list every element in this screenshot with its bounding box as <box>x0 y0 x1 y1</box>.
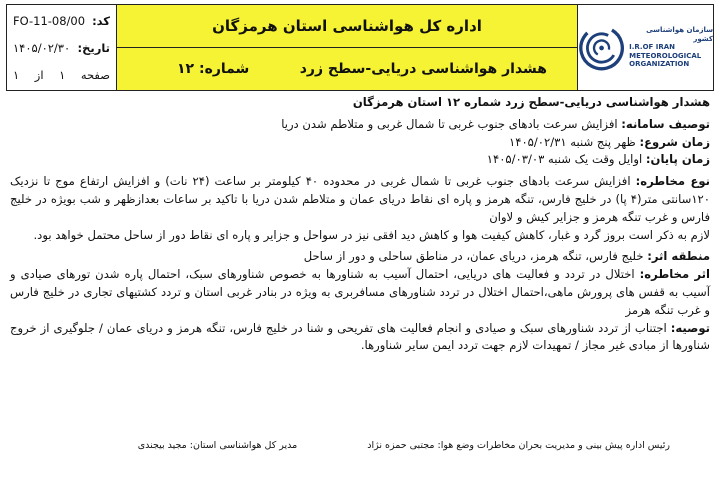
area-label: منطقه اثر: <box>647 249 710 264</box>
system-label: توصیف سامانه: <box>621 116 710 131</box>
hazard-impact <box>10 266 710 319</box>
start-label: زمان شروع: <box>639 134 710 149</box>
impact-label: اثر مخاطره: <box>639 267 711 282</box>
end-label: زمان پایان: <box>645 152 710 167</box>
advice-label: توصیه: <box>670 320 710 335</box>
note-paragraph: لازم به ذکر است بروز گرد و غبار، کاهش کیفیت هوا و کاهش دید افقی نیز در سواحل و جزایر و پاره ای نقاط دور از ساحل محتمل خواهد بود. <box>33 227 710 242</box>
hazard-text: افزایش سرعت بادهای جنوب غربی تا شمال غربی در محدوده ۴۰ کیلومتر بر ساعت (۲۴ نات) و افزایش ارتفاع موج تا نزدیک ۱۲۰سانتی متر(۴ پا) در خلیج فارس، تنگه هرمز و پاره ای نقاط دریای عمان و متلاطم شدن دریا با تاکید بر ساعات بعدازظهر و شب بویژه در خلیج فارس و غرب تنگه هرمز و جزایر کیش و لاوان <box>10 174 711 224</box>
hazard-label: نوع مخاطره: <box>635 174 711 189</box>
code-row <box>13 14 110 28</box>
end-time <box>10 151 710 169</box>
logo-box <box>577 5 713 90</box>
signature-row <box>10 440 710 451</box>
start-time <box>10 134 710 152</box>
page-row <box>13 68 110 82</box>
date-value: ۱۴۰۵/۰۲/۳۰ <box>13 40 71 55</box>
header-title-box <box>117 5 577 90</box>
warning-title-row <box>117 48 577 90</box>
code-label: کد: <box>92 13 110 28</box>
start-text: ظهر پنج شنبه ۱۴۰۵/۰۲/۳۱ <box>508 134 640 149</box>
date-label: تاریخ: <box>77 40 110 55</box>
recommendation <box>10 320 710 356</box>
end-text: اوایل وقت یک شنبه ۱۴۰۵/۰۳/۰۳ <box>486 152 646 167</box>
header-meta-box <box>7 5 117 90</box>
logo-fa-text: سازمان هواشناسی کشور <box>646 26 713 43</box>
impact-text: اختلال در تردد و فعالیت های دریایی، احتمال آسیب به شناورها به خصوص شناورهای سبک، احتمال پاره شدن تورهای صیادی و آسیب به قفس های پرورش ماهی،احتمال اختلال در تردد شناورهای مسافربری به ویژه در بنادر غربی استان و تردد کشتیهای تجاری در خلیج فارس و غرب تنگه هرمز <box>10 267 710 317</box>
document-header <box>6 4 714 91</box>
warning-body <box>10 94 710 355</box>
page-label: صفحه <box>80 67 110 82</box>
signature-forecast-head: رئیس اداره پیش بینی و مدیریت بحران مخاطرات وضع هوا: مجتبی حمزه نژاد <box>367 440 670 451</box>
area-text: خلیج فارس، تنگه هرمز، دریای عمان، در مناطق ساحلی و دور از ساحل <box>303 249 648 264</box>
number-label: شماره: <box>198 61 250 77</box>
warning-number <box>177 61 249 77</box>
warning-title: هشدار هواشناسی دریایی-سطح زرد <box>299 61 547 77</box>
date-row <box>13 41 110 55</box>
body-heading: هشدار هواشناسی دریایی-سطح زرد شماره ۱۲ استان هرمزگان <box>352 95 710 109</box>
signature-director: مدیر کل هواشناسی استان: مجید بیجندی <box>137 440 298 451</box>
logo-en-line-2: METEOROLOGICAL <box>629 51 702 60</box>
number-value: ۱۲ <box>177 61 195 77</box>
system-text: افزایش سرعت بادهای جنوب غربی تا شمال غربی و متلاطم شدن دریا <box>281 116 622 131</box>
code-value: FO-11-08/00 <box>13 13 86 28</box>
advice-text: اجتناب از تردد شناورهای سبک و صیادی و انجام فعالیت های تفریحی و شنا در خلیج فارس، تنگه هرمز و دریای عمان / جلوگیری از خروج شناورها از مبادی غیر مجاز / تمهیدات لازم جهت تردد ایمن سایر شناورها. <box>10 320 710 353</box>
org-title: اداره کل هواشناسی استان هرمزگان <box>117 5 577 48</box>
logo-en-line-3: ORGANIZATION <box>629 60 690 69</box>
page-num: ۱ <box>59 67 66 82</box>
logo-en-line-1: I.R.OF IRAN <box>629 43 676 52</box>
impact-area <box>10 248 710 266</box>
hazard-type <box>10 173 710 226</box>
page-of: از <box>34 67 44 82</box>
meteorological-organization-logo-icon <box>578 23 625 73</box>
logo-caption <box>629 26 713 69</box>
page-total: ۱ <box>13 67 20 82</box>
system-description <box>10 116 710 134</box>
